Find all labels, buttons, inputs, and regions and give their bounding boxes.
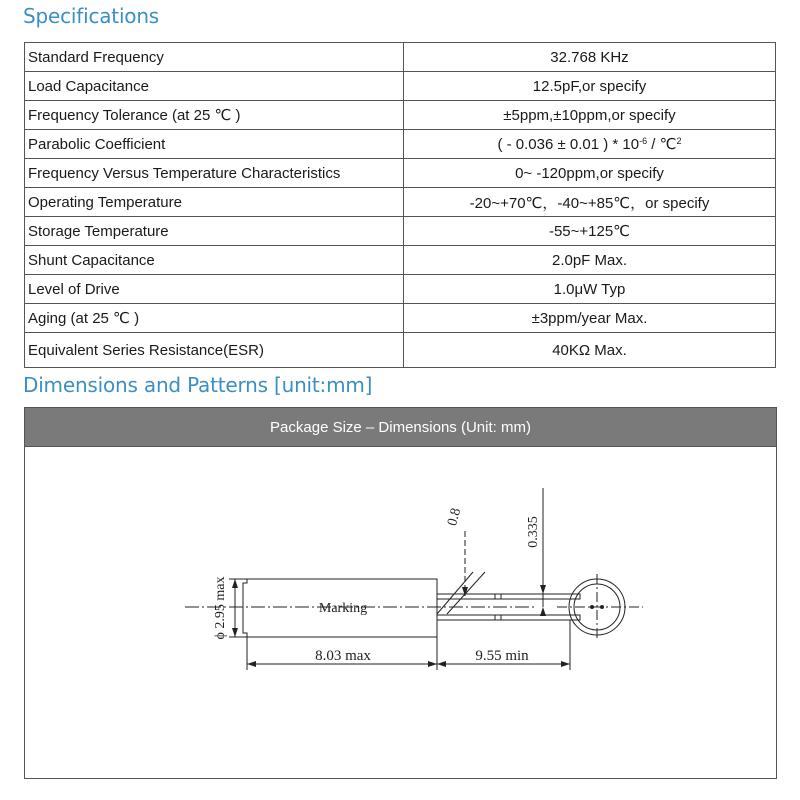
value-cell: 2.0pF Max. xyxy=(404,246,776,275)
specifications-title: Specifications xyxy=(23,4,160,28)
arrow-head xyxy=(437,661,446,667)
value-cell: 12.5pF,or specify xyxy=(404,72,776,101)
exponent: -6 xyxy=(639,136,648,146)
lead-spacing-label: 0.335 xyxy=(526,516,541,548)
value-cell: 32.768 KHz xyxy=(404,43,776,72)
table-row xyxy=(25,246,776,275)
lead-upper xyxy=(437,594,580,599)
value-cell: -55~+125℃ xyxy=(404,217,776,246)
value-cell: ±5ppm,±10ppm,or specify xyxy=(404,101,776,130)
param-cell: Parabolic Coefficient xyxy=(25,130,404,159)
package-header: Package Size – Dimensions (Unit: mm) xyxy=(25,408,776,447)
param-cell: Load Capacitance xyxy=(25,72,404,101)
arrow-head xyxy=(428,661,437,667)
param-cell: Storage Temperature xyxy=(25,217,404,246)
package-dimensions-panel xyxy=(24,407,777,779)
table-row xyxy=(25,101,776,130)
param-cell: Equivalent Series Resistance(ESR) xyxy=(25,333,404,368)
exponent: 2 xyxy=(676,136,682,146)
end-view-lead xyxy=(590,605,594,609)
arrow-head xyxy=(232,579,238,588)
param-cell: Standard Frequency xyxy=(25,43,404,72)
param-cell: Frequency Versus Temperature Characteristics xyxy=(25,159,404,188)
param-cell: Frequency Tolerance (at 25 ℃ ) xyxy=(25,101,404,130)
arrow-head xyxy=(232,628,238,637)
dimensions-title: Dimensions and Patterns [unit:mm] xyxy=(23,373,373,397)
length-label: 8.03 max xyxy=(315,648,371,664)
lead-diameter-leader xyxy=(437,572,473,614)
table-row xyxy=(25,333,776,368)
lead-length-label: 9.55 min xyxy=(475,648,529,664)
value-cell: 0~ -120ppm,or specify xyxy=(404,159,776,188)
table-row xyxy=(25,72,776,101)
arrow-head xyxy=(247,661,256,667)
diameter-label: ϕ 2.95 max xyxy=(213,576,228,640)
end-view-lead xyxy=(600,605,604,609)
specifications-table xyxy=(24,42,776,368)
param-cell: Shunt Capacitance xyxy=(25,246,404,275)
table-row xyxy=(25,130,776,159)
dimension-drawing xyxy=(25,446,776,778)
lead-lower xyxy=(437,615,580,620)
param-cell: Operating Temperature xyxy=(25,188,404,217)
param-cell: Level of Drive xyxy=(25,275,404,304)
lead-diameter-label: 0.8 xyxy=(445,506,465,528)
value-cell: -20~+70℃，-40~+85℃，or specify xyxy=(404,188,776,217)
table-row xyxy=(25,217,776,246)
value-cell: 1.0μW Typ xyxy=(404,275,776,304)
table-row xyxy=(25,43,776,72)
arrow-head xyxy=(540,585,546,594)
value-cell xyxy=(404,130,776,159)
value-cell: ±3ppm/year Max. xyxy=(404,304,776,333)
table-row xyxy=(25,159,776,188)
value-text: ( - 0.036 ± 0.01 ) * 10 xyxy=(497,136,640,153)
table-row xyxy=(25,275,776,304)
value-cell: 40KΩ Max. xyxy=(404,333,776,368)
param-cell: Aging (at 25 ℃ ) xyxy=(25,304,404,333)
arrow-head xyxy=(540,607,546,616)
marking-label: Marking xyxy=(318,601,368,616)
table-row xyxy=(25,304,776,333)
value-unit: / ℃ xyxy=(647,136,677,153)
arrow-head xyxy=(561,661,570,667)
table-row xyxy=(25,188,776,217)
